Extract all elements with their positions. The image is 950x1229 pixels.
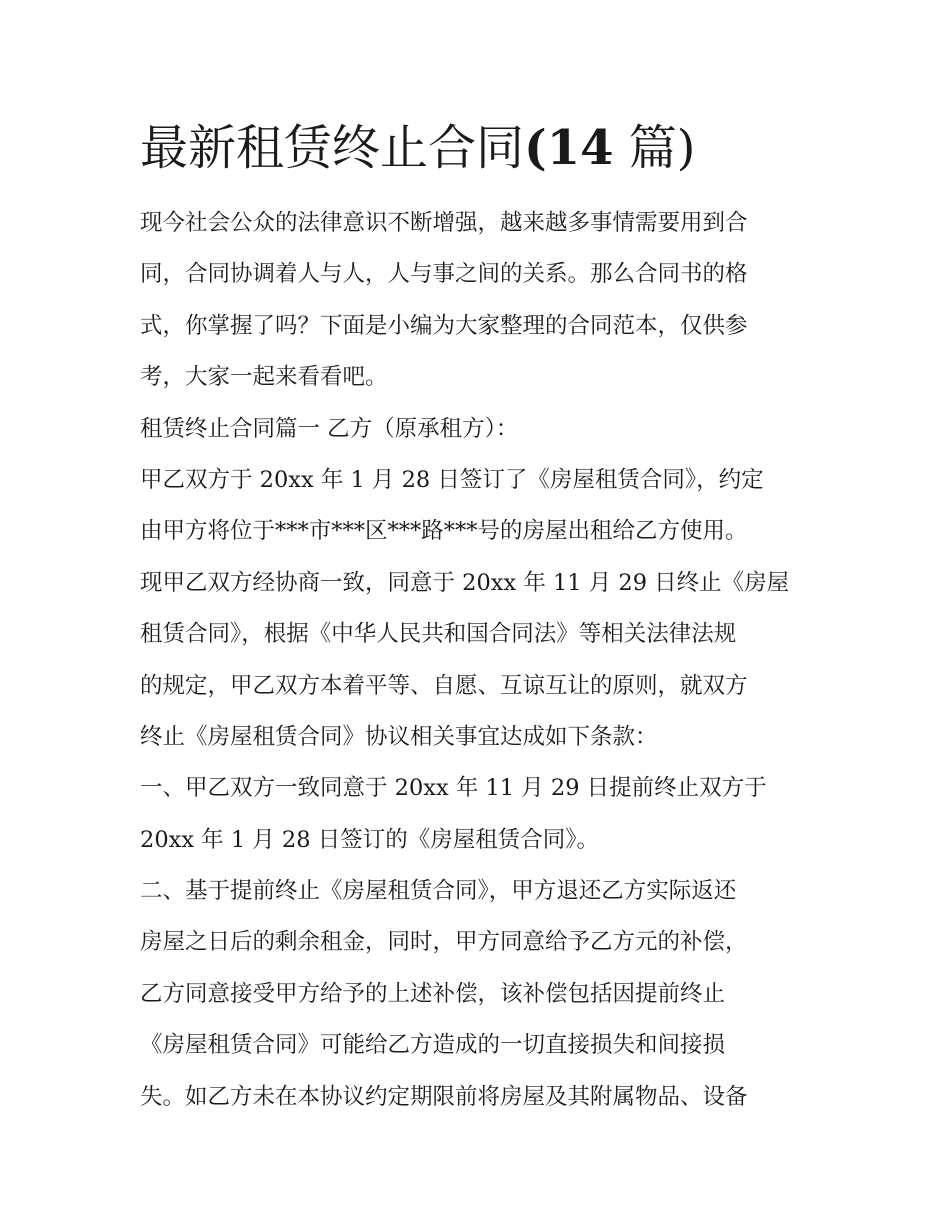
body-line: 式，你掌握了吗？下面是小编为大家整理的合同范本，仅供参 — [140, 312, 748, 339]
clause-line: 房屋之日后的剩余租金，同时，甲方同意给予乙方元的补偿， — [140, 929, 748, 956]
clause-line: 一、甲乙双方一致同意于 20xx 年 11 月 29 日提前终止双方于 — [140, 775, 767, 802]
body-line: 考，大家一起来看看吧。 — [140, 364, 388, 391]
body-line: 终止《房屋租赁合同》协议相关事宜达成如下条款： — [140, 723, 658, 750]
body-line: 同，合同协调着人与人，人与事之间的关系。那么合同书的格 — [140, 261, 748, 288]
body-line: 的规定，甲乙双方本着平等、自愿、互谅互让的原则，就双方 — [140, 672, 748, 699]
document-body — [140, 198, 820, 1123]
body-line: 现今社会公众的法律意识不断增强，越来越多事情需要用到合 — [140, 210, 748, 236]
body-line: 由甲方将位于***市***区***路***号的房屋出租给乙方使用。 — [140, 518, 748, 545]
section-heading: 租赁终止合同篇一 乙方（原承租方）： — [140, 415, 519, 442]
clause-line: 失。如乙方未在本协议约定期限前将房屋及其附属物品、设备 — [140, 1083, 748, 1110]
title-main: 最新租赁终止合同 — [140, 120, 525, 176]
clause-line: 《房屋租赁合同》可能给乙方造成的一切直接损失和间接损 — [140, 1032, 726, 1059]
body-line: 租赁合同》，根据《中华人民共和国合同法》等相关法律法规 — [140, 621, 737, 648]
body-line: 现甲乙双方经协商一致，同意于 20xx 年 11 月 29 日终止《房屋 — [140, 569, 790, 596]
clause-line: 20xx 年 1 月 28 日签订的《房屋租赁合同》。 — [140, 826, 599, 853]
clause-line: 乙方同意接受甲方给予的上述补偿，该补偿包括因提前终止 — [140, 980, 726, 1007]
title-suffix: 篇) — [613, 120, 696, 176]
title-count: (14 — [524, 120, 614, 176]
document-title — [140, 116, 696, 180]
clause-line: 二、基于提前终止《房屋租赁合同》，甲方退还乙方实际返还 — [140, 878, 737, 905]
body-line: 甲乙双方于 20xx 年 1 月 28 日签订了《房屋租赁合同》，约定 — [140, 466, 764, 493]
